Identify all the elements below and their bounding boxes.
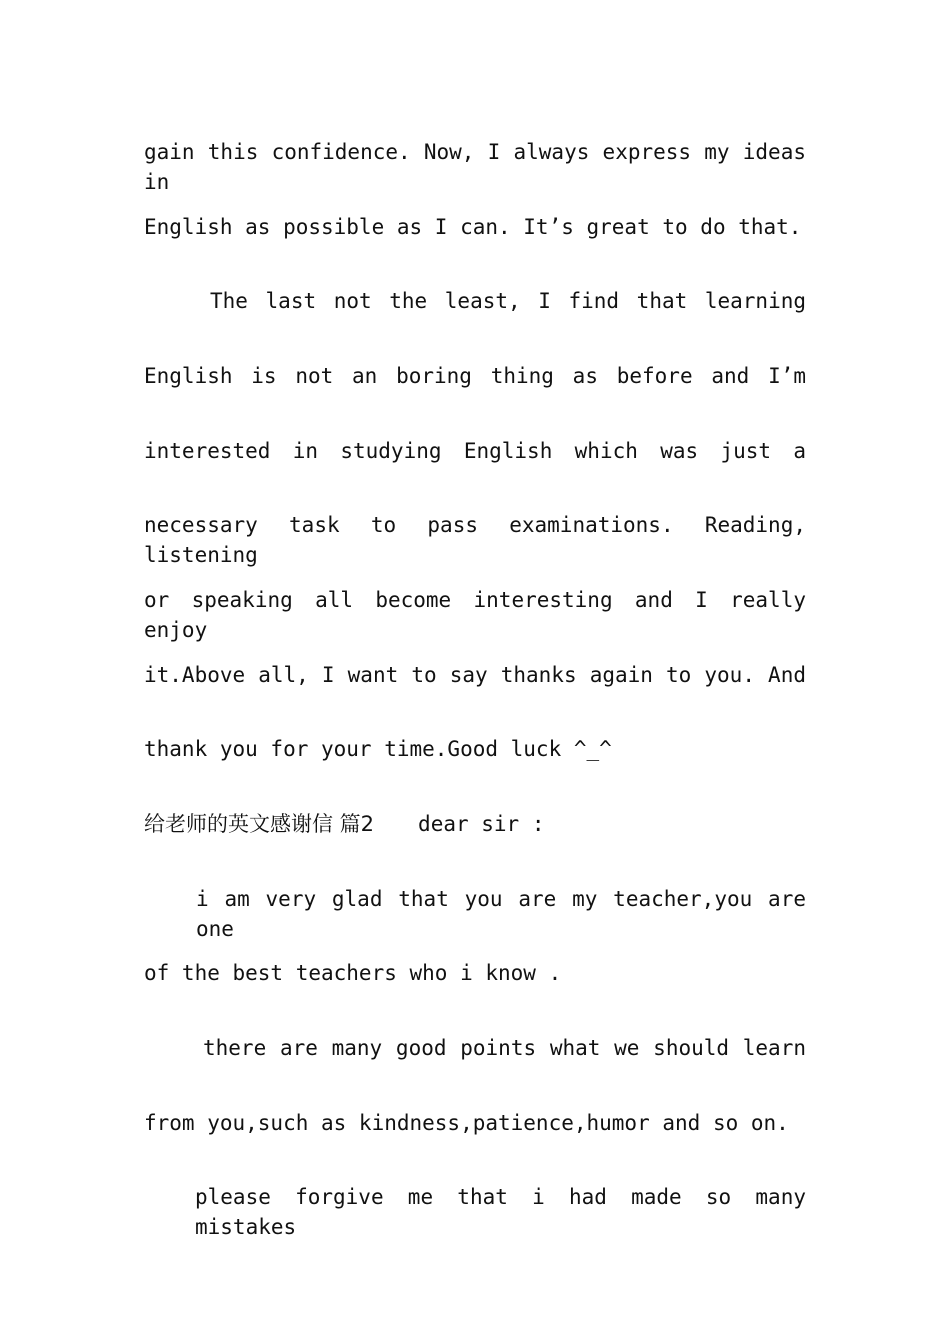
text-line: gain this confidence. Now, I always express my ideas in [144,140,806,194]
text-line: of the best teachers who i know . [144,961,562,985]
section-heading [144,809,806,839]
text-line: necessary task to pass examinations. Reading, listening [144,513,806,567]
paragraph-first-line: please forgive me that i had made so many mistakes [195,1185,806,1239]
text-line: English is not an boring thing as before and I’m [144,364,806,388]
text-line: it.Above all, I want to say thanks again to you. And [144,663,806,687]
letter-greeting: dear sir : [418,812,545,836]
heading-title: 给老师的英文感谢信 篇2 [144,812,375,836]
text-line: English as possible as I can. It’s great to do that. [144,215,802,239]
text-line: from you,such as kindness,patience,humor and so on. [144,1111,789,1135]
text-line: or speaking all become interesting and I really enjoy [144,588,806,642]
paragraph-first-line: i am very glad that you are my teacher,you are one [196,887,806,941]
paragraph-first-line: The last not the least, I find that learning [210,289,806,313]
text-line: thank you for your time.Good luck ^_^ [144,737,612,761]
text-line: interested in studying English which was just a [144,439,806,463]
paragraph-first-line: there are many good points what we should learn [203,1036,806,1060]
